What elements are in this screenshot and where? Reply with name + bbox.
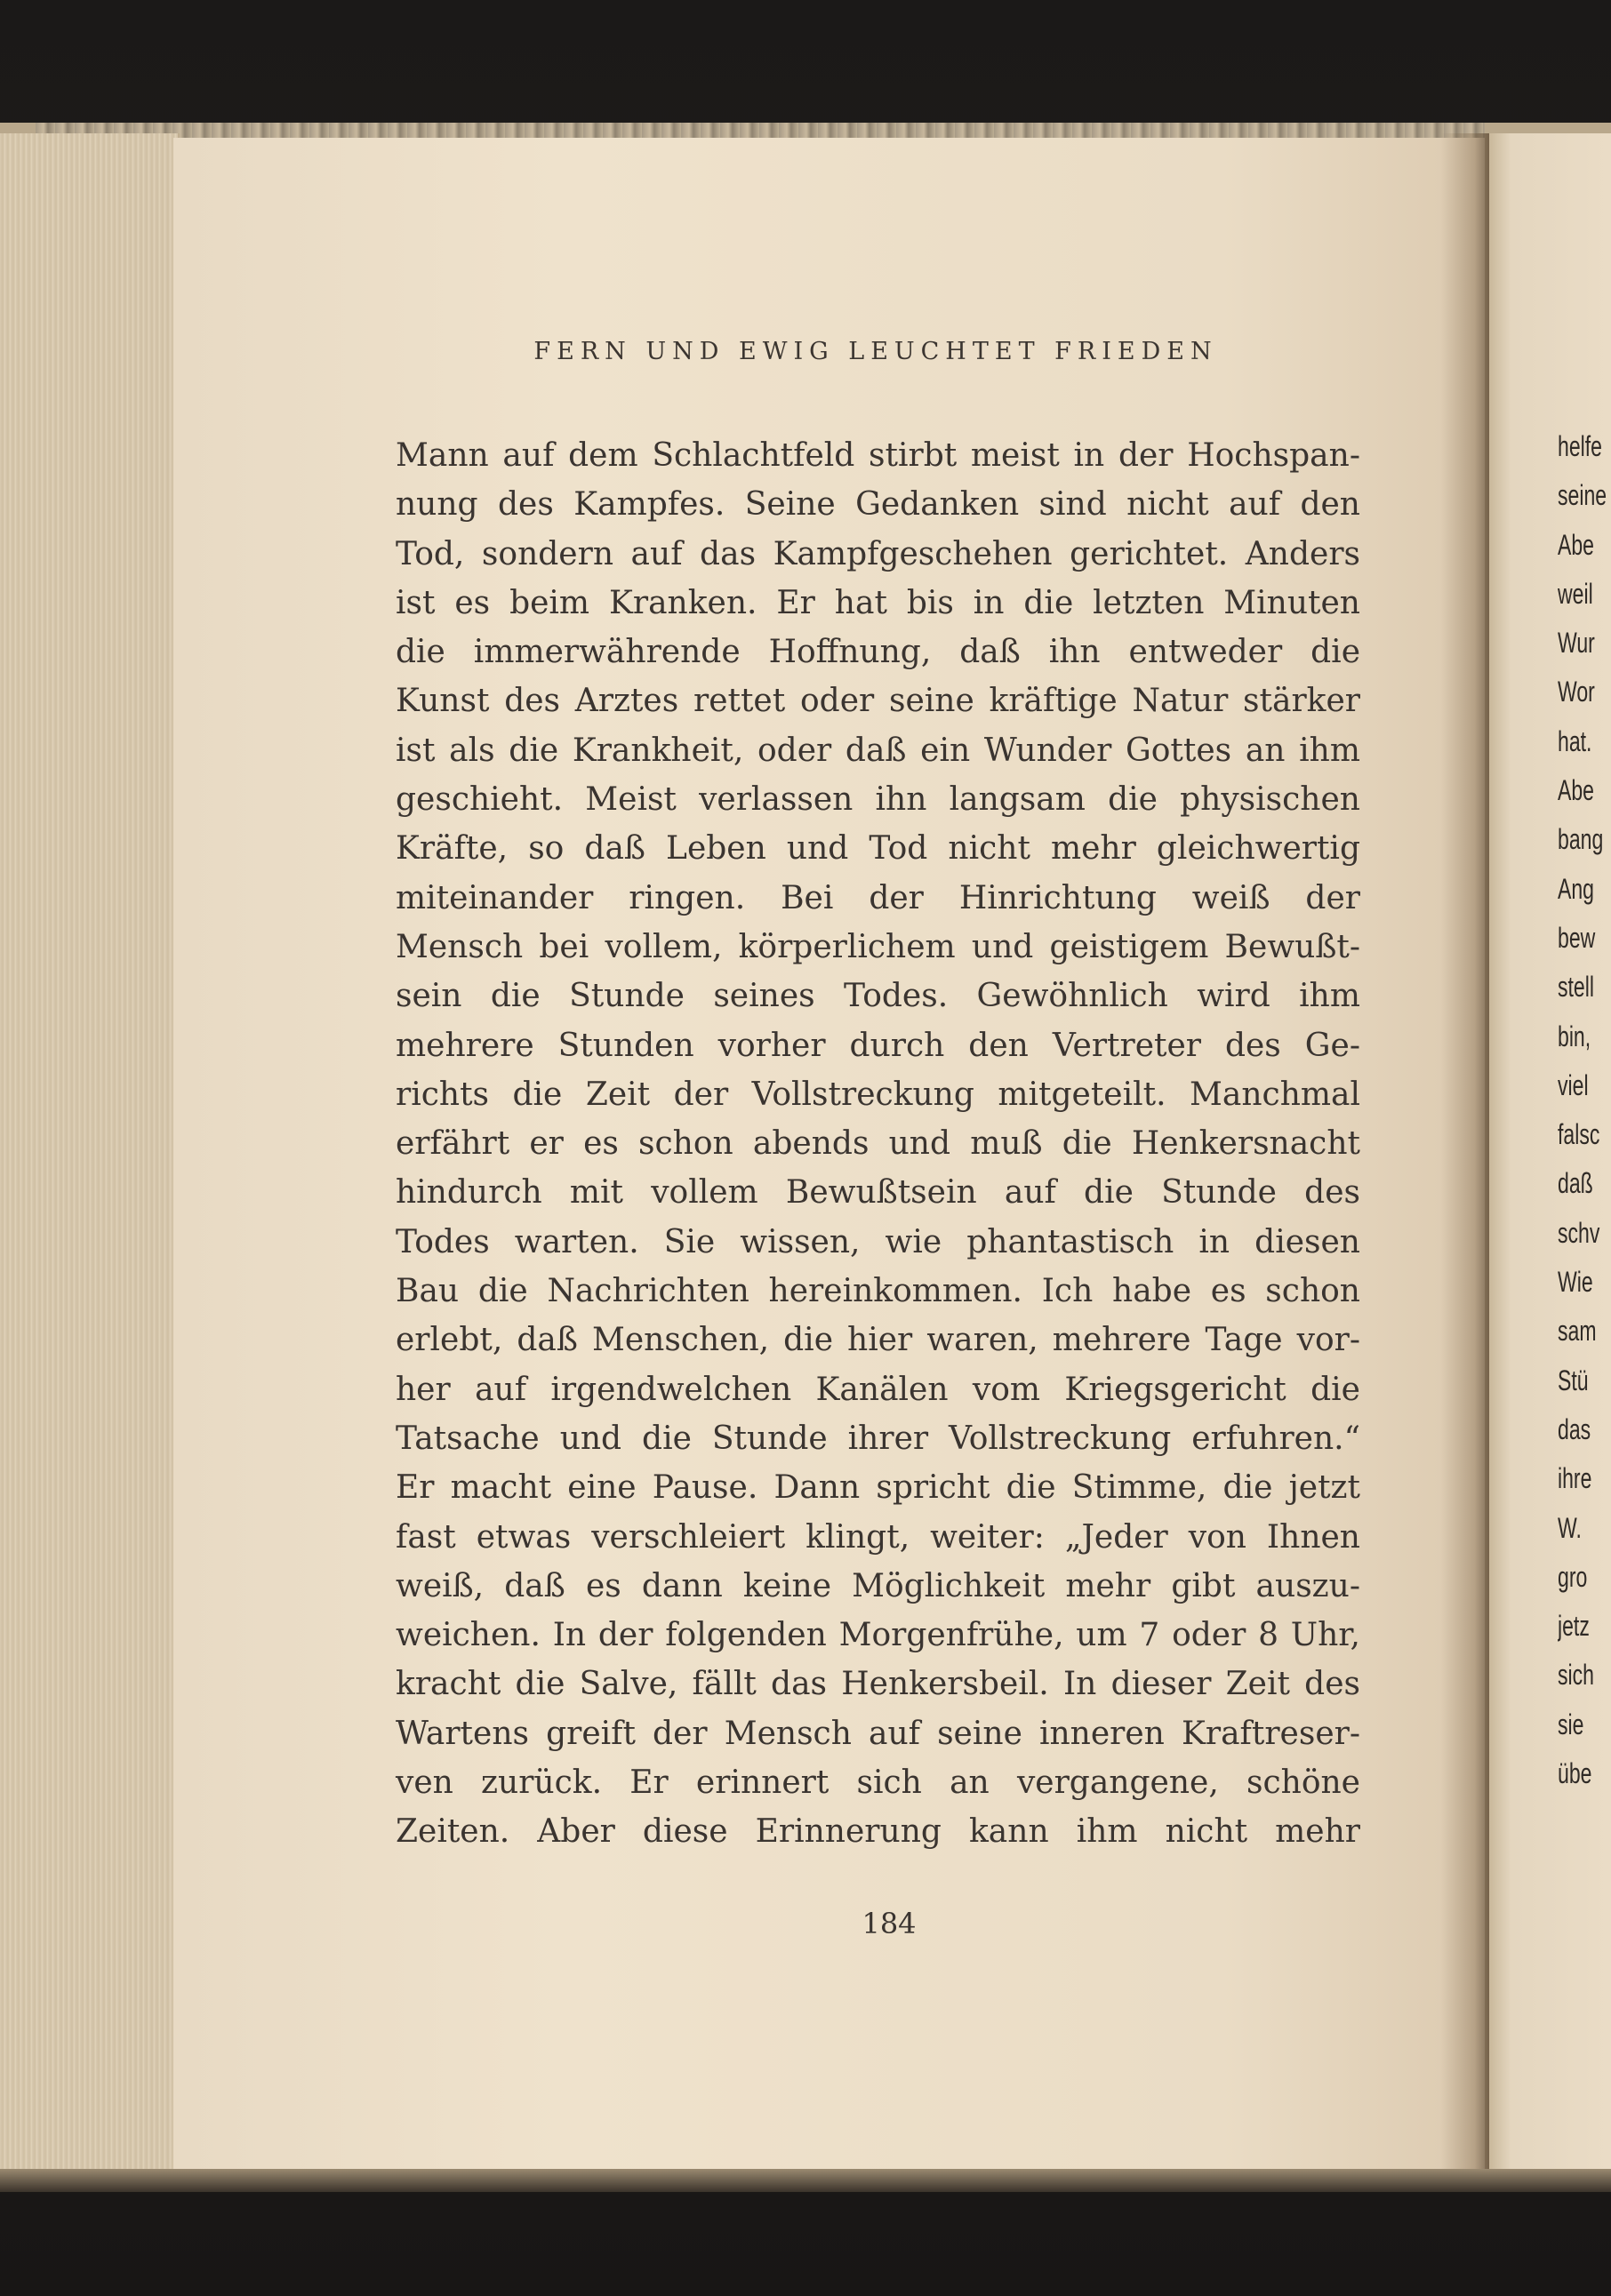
facing-text-line: ihre	[1558, 1462, 1592, 1495]
facing-text-line: sich	[1558, 1659, 1594, 1692]
facing-text-line: weil	[1558, 577, 1593, 610]
facing-text-line: bew	[1558, 921, 1596, 954]
facing-text-line: sie	[1558, 1708, 1584, 1740]
page-number: 184	[862, 1907, 917, 1940]
facing-text-line: übe	[1558, 1757, 1592, 1790]
facing-text-line: daß	[1558, 1167, 1593, 1200]
text-line: die immerwährende Hoffnung, daß ihn entweder die	[396, 634, 1360, 671]
facing-text-line: W.	[1558, 1511, 1582, 1544]
book-bottom-edge	[0, 2169, 1611, 2192]
text-line: erlebt, daß Menschen, die hier waren, mehrere Tage vor-	[396, 1322, 1360, 1359]
text-line: Er macht eine Pause. Dann spricht die Stimme, die jetzt	[396, 1469, 1360, 1507]
text-line: ist als die Krankheit, oder daß ein Wunder Gottes an ihm	[396, 732, 1360, 769]
facing-text-line: helfe	[1558, 430, 1602, 462]
facing-text-line: Abe	[1558, 528, 1594, 561]
body-text	[396, 431, 1360, 1857]
text-line: mehrere Stunden vorher durch den Vertreter des Ge-	[396, 1027, 1360, 1064]
facing-text-line: Wie	[1558, 1266, 1593, 1299]
facing-text-line: jetz	[1558, 1610, 1590, 1643]
page-stack-left	[0, 133, 180, 2178]
text-line: richts die Zeit der Vollstreckung mitgeteilt. Manchmal	[396, 1076, 1360, 1113]
facing-text-line: seine	[1558, 479, 1607, 512]
text-line: Wartens greift der Mensch auf seine inneren Kraftreser-	[396, 1715, 1360, 1752]
facing-text-line: schv	[1558, 1216, 1600, 1249]
facing-text-line: Abe	[1558, 774, 1594, 807]
facing-text-line: stell	[1558, 971, 1594, 1004]
text-line: Mann auf dem Schlachtfeld stirbt meist in der Hochspan-	[396, 437, 1360, 474]
text-line: kracht die Salve, fällt das Henkersbeil. In dieser Zeit des	[396, 1666, 1360, 1703]
facing-text-line: hat.	[1558, 724, 1592, 757]
text-line: Mensch bei vollem, körperlichem und geistigem Bewußt-	[396, 928, 1360, 965]
text-line: erfährt er es schon abends und muß die Henkersnacht	[396, 1125, 1360, 1163]
facing-text-line: Ang	[1558, 872, 1594, 905]
facing-text-line: viel	[1558, 1068, 1589, 1101]
text-line: fast etwas verschleiert klingt, weiter: „Jeder von Ihnen	[396, 1518, 1360, 1556]
facing-text-line: Stü	[1558, 1364, 1589, 1396]
text-line: sein die Stunde seines Todes. Gewöhnlich wird ihm	[396, 978, 1360, 1015]
text-line: Kunst des Arztes rettet oder seine kräftige Natur stärker	[396, 683, 1360, 720]
text-line: Kräfte, so daß Leben und Tod nicht mehr gleichwertig	[396, 830, 1360, 868]
facing-page-text	[1558, 422, 1611, 1798]
text-line: geschieht. Meist verlassen ihn langsam die physischen	[396, 781, 1360, 819]
text-line: weichen. In der folgenden Morgenfrühe, um 7 oder 8 Uhr,	[396, 1617, 1360, 1654]
text-line: Bau die Nachrichten hereinkommen. Ich habe es schon	[396, 1273, 1360, 1310]
text-line: Todes warten. Sie wissen, wie phantastisch in diesen	[396, 1223, 1360, 1260]
facing-text-line: Wor	[1558, 676, 1595, 708]
facing-text-line: falsc	[1558, 1118, 1600, 1151]
facing-text-line: gro	[1558, 1560, 1588, 1593]
text-line: miteinander ringen. Bei der Hinrichtung weiß der	[396, 879, 1360, 916]
text-line: her auf irgendwelchen Kanälen vom Kriegsgericht die	[396, 1371, 1360, 1408]
facing-text-line: bin,	[1558, 1020, 1591, 1052]
text-line: hindurch mit vollem Bewußtsein auf die Stunde des	[396, 1174, 1360, 1212]
facing-text-line: bang	[1558, 823, 1604, 856]
facing-text-line: sam	[1558, 1315, 1597, 1348]
text-line: ist es beim Kranken. Er hat bis in die letzten Minuten	[396, 584, 1360, 621]
facing-text-line: Wur	[1558, 627, 1595, 660]
text-line: Tatsache und die Stunde ihrer Vollstreckung erfuhren.“	[396, 1420, 1360, 1457]
text-line: Zeiten. Aber diese Erinnerung kann ihm nicht mehr	[396, 1813, 1360, 1851]
text-line: weiß, daß es dann keine Möglichkeit mehr gibt auszu-	[396, 1567, 1360, 1604]
text-line: ven zurück. Er erinnert sich an vergangene, schöne	[396, 1764, 1360, 1802]
text-line: Tod, sondern auf das Kampfgeschehen gerichtet. Anders	[396, 535, 1360, 572]
text-line: nung des Kampfes. Seine Gedanken sind nicht auf den	[396, 486, 1360, 524]
running-head: FERN UND EWIG LEUCHTET FRIEDEN	[533, 338, 1218, 365]
gutter-shadow	[1440, 133, 1489, 2187]
facing-text-line: das	[1558, 1412, 1591, 1445]
